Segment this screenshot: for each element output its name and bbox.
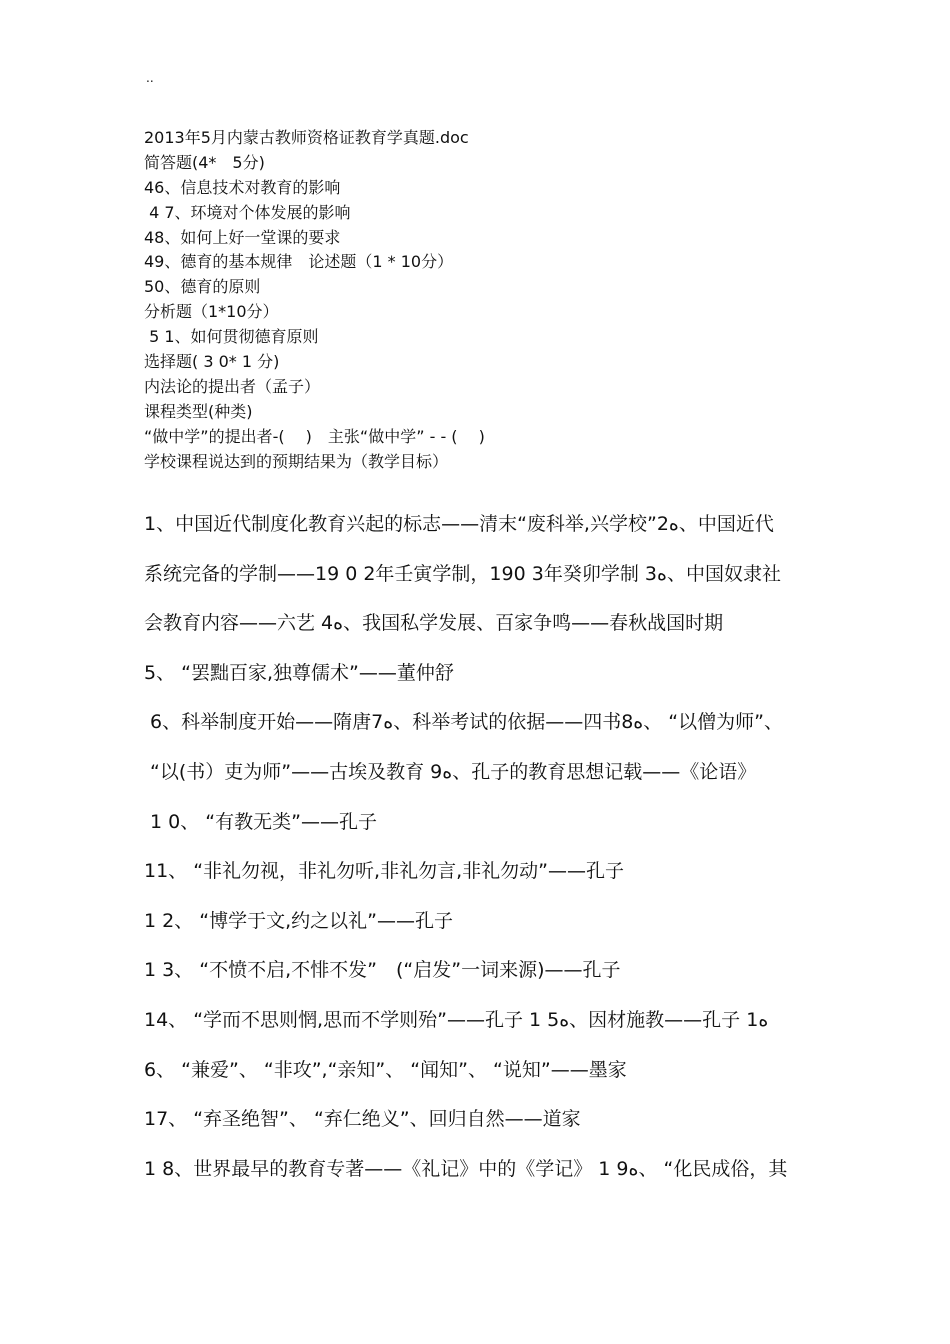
knowledge-line: 1、中国近代制度化教育兴起的标志——清末“废科举,兴学校”2ﻩ、中国近代 <box>144 513 774 535</box>
summary-line: 50、德育的原则 <box>144 277 261 297</box>
summary-line: 学校课程说达到的预期结果为（教学目标） <box>144 451 449 471</box>
knowledge-line: 5、 “罢黜百家,独尊儒术”——董仲舒 <box>144 661 454 684</box>
knowledge-line: 1 3、 “不愤不启,不悱不发” (“启发”一词来源)——孔子 <box>144 959 621 982</box>
doc-title: 2013年5月内蒙古教师资格证教育学真题.doc <box>144 128 469 147</box>
knowledge-line: 系统完备的学制——19 0 2年壬寅学制，190 3年癸卯学制 3ﻩ、中国奴隶社 <box>144 562 781 585</box>
summary-line: “做中学”的提出者-( ) 主张“做中学” - - ( ) <box>144 426 485 446</box>
summary-line: 选择题( 3 0* 1 分) <box>144 352 280 372</box>
summary-line: 48、如何上好一堂课的要求 <box>144 227 341 247</box>
knowledge-points <box>144 500 844 1194</box>
summary-line: 4 7、环境对个体发展的影响 <box>144 202 351 222</box>
knowledge-line: “以(书）吏为师”——古埃及教育 9ﻩ、孔子的教育思想记载——《论语》 <box>144 760 757 783</box>
summary-line: 简答题(4* 5分) <box>144 152 265 172</box>
knowledge-line: 11、 “非礼勿视，非礼勿听,非礼勿言,非礼勿动”——孔子 <box>144 860 624 883</box>
knowledge-line: 6、 “兼爱”、 “非攻”,“亲知”、 “闻知”、 “说知”——墨家 <box>144 1058 627 1081</box>
knowledge-line: 14、 “学而不思则惘,思而不学则殆”——孔子 1 5ﻩ、因材施教——孔子 1ﻩ <box>144 1008 769 1031</box>
knowledge-line: 1 0、 “有教无类”——孔子 <box>144 810 377 833</box>
summary-line: 49、德育的基本规律 论述题（1 * 10分） <box>144 252 454 272</box>
knowledge-line: 1 8、世界最早的教育专著——《礼记》中的《学记》 1 9ﻩ、 “化民成俗，其 <box>144 1157 788 1180</box>
summary-line: 课程类型(种类) <box>144 401 253 421</box>
header-mark: .. <box>146 71 154 85</box>
knowledge-line: 6、科举制度开始——隋唐7ﻩ、科举考试的依据——四书8ﻩ、 “以僧为师”、 <box>144 711 783 734</box>
knowledge-line: 17、 “弃圣绝智”、 “弃仁绝义”、回归自然——道家 <box>144 1108 581 1131</box>
knowledge-line: 会教育内容——六艺 4ﻩ、我国私学发展、百家争鸣——春秋战国时期 <box>144 612 724 635</box>
summary-line: 5 1、如何贯彻德育原则 <box>144 327 319 347</box>
summary-line: 46、信息技术对教育的影响 <box>144 177 341 197</box>
summary-line: 分析题（1*10分） <box>144 302 279 322</box>
summary-line: 内法论的提出者（孟子） <box>144 376 321 396</box>
knowledge-line: 1 2、 “博学于文,约之以礼”——孔子 <box>144 909 453 932</box>
exam-summary <box>144 126 844 474</box>
